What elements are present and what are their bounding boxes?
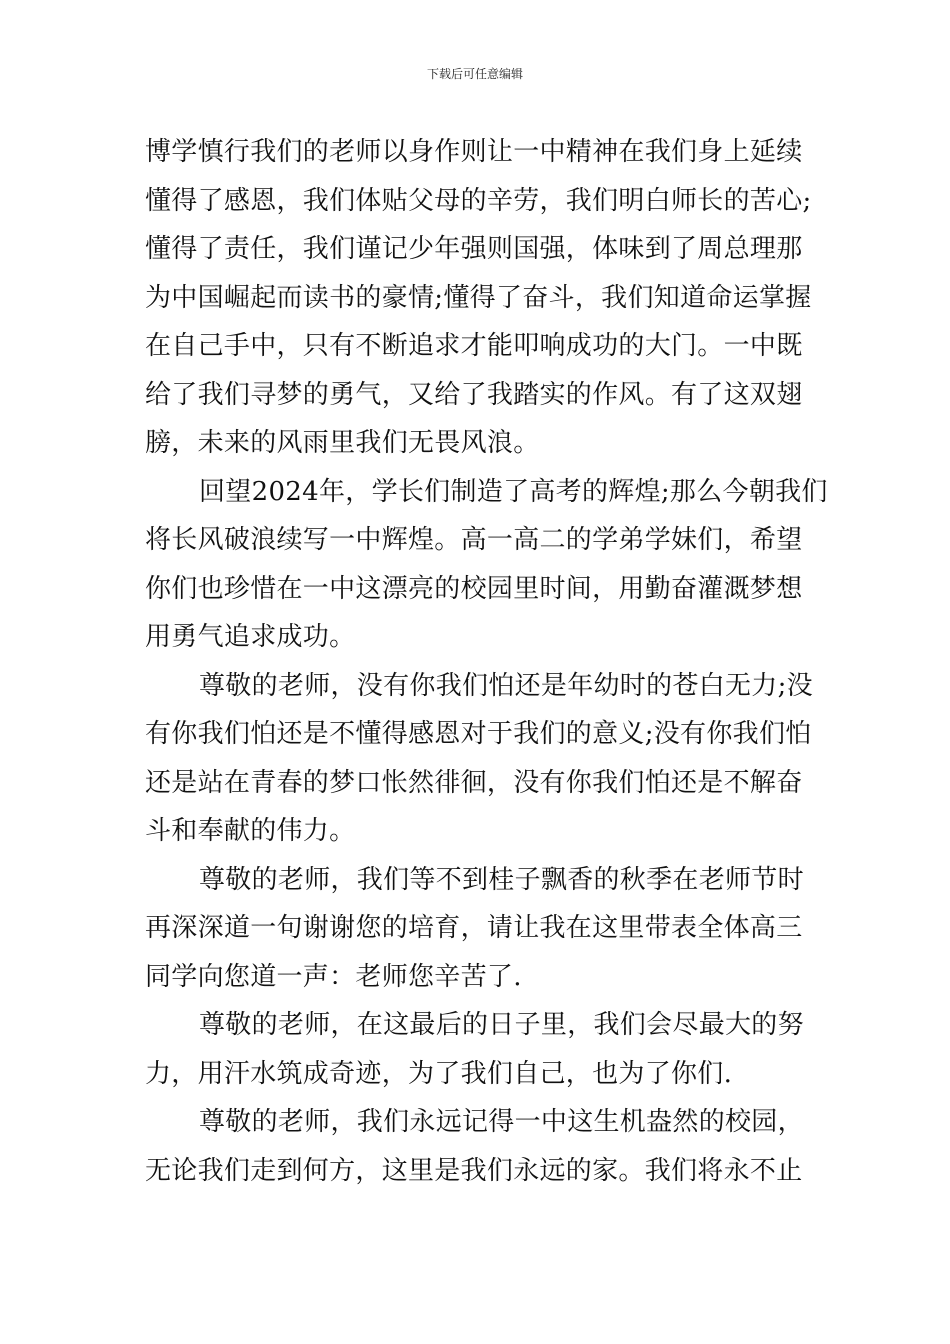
text-line: 再深深道一句谢谢您的培育，请让我在这里带表全体高三 <box>145 913 803 943</box>
text-line: 懂得了感恩，我们体贴父母的辛劳，我们明白师长的苦心; <box>145 185 812 216</box>
text-line: 为中国崛起而读书的豪情;懂得了奋斗，我们知道命运掌握 <box>145 282 812 313</box>
paragraph-first-line: 回望2024年，学长们制造了高考的辉煌;那么今朝我们 <box>199 476 828 507</box>
page-header-note: 下载后可任意编辑 <box>426 67 523 81</box>
text-line: 你们也珍惜在一中这漂亮的校园里时间，用勤奋灌溉梦想 <box>145 573 803 604</box>
text-line: 还是站在青春的梦口怅然徘徊，没有你我们怕还是不解奋 <box>145 767 803 798</box>
text-line: 无论我们走到何方，这里是我们永远的家。我们将永不止 <box>145 1155 803 1186</box>
paragraph-first-line: 尊敬的老师，我们等不到桂子飘香的秋季在老师节时 <box>199 864 804 895</box>
text-line: 同学向您道一声：老师您辛苦了. <box>145 961 522 992</box>
text-line: 用勇气追求成功。 <box>145 622 356 652</box>
text-line: 博学慎行我们的老师以身作则让一中精神在我们身上延续 <box>145 137 803 167</box>
text-line: 懂得了责任，我们谨记少年强则国强，体味到了周总理那 <box>145 234 803 264</box>
paragraph-first-line: 尊敬的老师，在这最后的日子里，我们会尽最大的努 <box>199 1010 804 1040</box>
paragraph-first-line: 尊敬的老师，没有你我们怕还是年幼时的苍白无力;没 <box>199 670 813 701</box>
text-line: 给了我们寻梦的勇气，又给了我踏实的作风。有了这双翅 <box>145 379 803 410</box>
text-line: 在自己手中，只有不断追求才能叩响成功的大门。一中既 <box>145 331 803 361</box>
text-line: 有你我们怕还是不懂得感恩对于我们的意义;没有你我们怕 <box>145 719 812 749</box>
document-body <box>145 128 828 1195</box>
text-line: 斗和奉献的伟力。 <box>145 816 356 846</box>
paragraph-first-line: 尊敬的老师，我们永远记得一中这生机盎然的校园， <box>199 1107 804 1137</box>
text-line: 膀，未来的风雨里我们无畏风浪。 <box>145 428 540 458</box>
text-line: 力，用汗水筑成奇迹，为了我们自己，也为了你们. <box>145 1058 733 1089</box>
text-line: 将长风破浪续写一中辉煌。高一高二的学弟学妹们，希望 <box>145 525 803 555</box>
